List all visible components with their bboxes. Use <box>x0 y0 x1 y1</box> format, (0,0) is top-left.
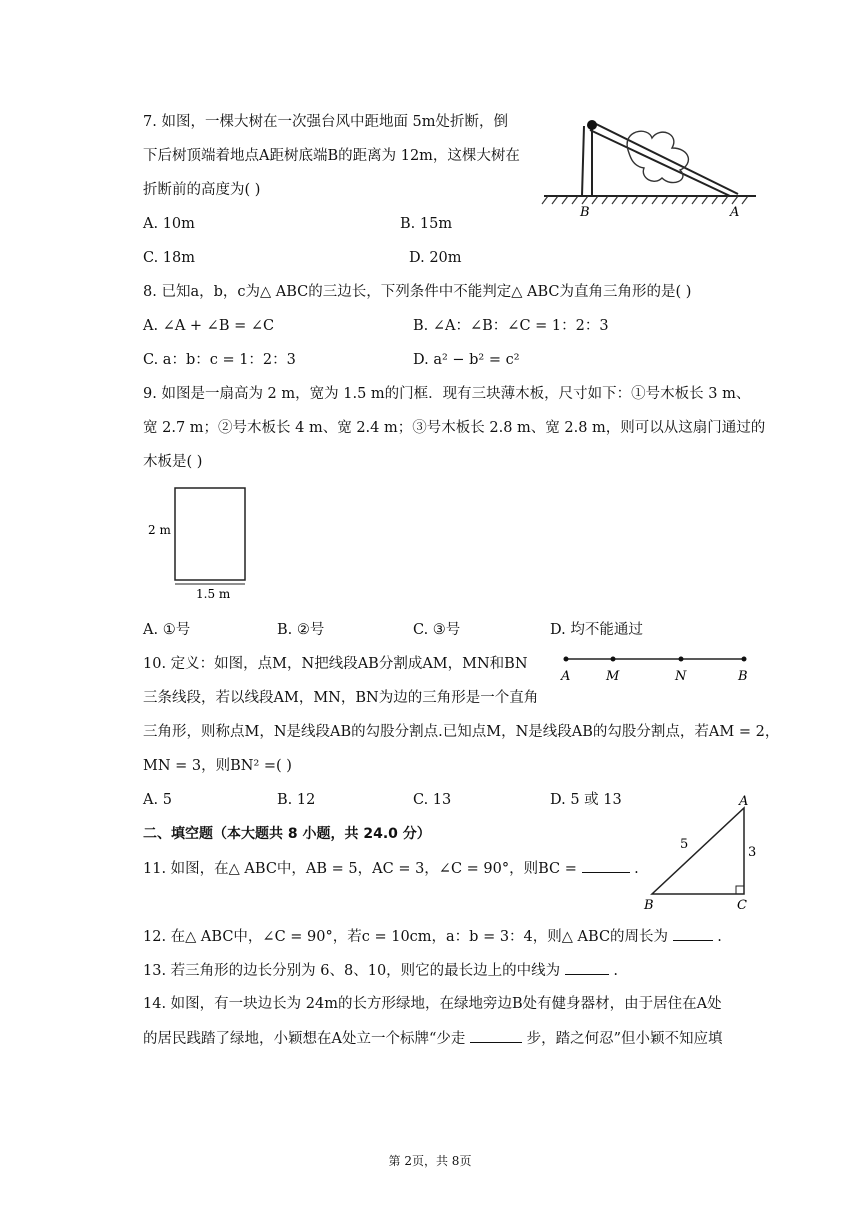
q10-point-a: A <box>561 669 571 684</box>
q9-option-c: C. ③号 <box>413 622 461 638</box>
page-footer: 第 2页，共 8页 <box>388 1154 472 1168</box>
q10-option-c: C. 13 <box>413 792 452 808</box>
q10-line-4: MN = 3，则BN² =( ) <box>143 758 292 774</box>
q7-line-1: 7. 如图，一棵大树在一次强台风中距地面 5m处折断，倒 <box>143 114 509 130</box>
q13-line <box>143 960 618 981</box>
q10-point-m: M <box>606 669 620 684</box>
q9-line-3: 木板是( ) <box>143 454 203 470</box>
q11-side-ab: 5 <box>680 837 689 852</box>
q7-option-d: D. 20m <box>409 250 462 266</box>
q10-option-d: D. 5 或 13 <box>550 792 622 808</box>
q10-line-2: 三条线段，若以线段AM，MN，BN为边的三角形是一个直角 <box>143 690 539 706</box>
q13-answer-blank[interactable] <box>565 960 609 975</box>
q13-end: . <box>613 963 619 979</box>
q8-option-c: C. a：b：c = 1：2：3 <box>143 352 296 368</box>
q9-width-label: 1.5 m <box>196 587 231 601</box>
q7-label-b: B <box>580 205 590 220</box>
q10-option-b: B. 12 <box>277 792 316 808</box>
q11-end: . <box>634 861 639 877</box>
q9-line-2: 宽 2.7 m；②号木板长 4 m、宽 2.4 m；③号木板长 2.8 m、宽 2.8 m，则可以从这扇门通过的 <box>143 420 766 436</box>
q12-text: 12. 在△ ABC中，∠C = 90°，若c = 10cm，a：b = 3：4，则△ ABC的周长为 <box>143 929 669 945</box>
q7-line-3: 折断前的高度为( ) <box>143 182 261 198</box>
q11-answer-blank[interactable] <box>582 858 630 873</box>
q11-right-triangle-figure <box>640 794 760 913</box>
q9-option-d: D. 均不能通过 <box>550 622 643 638</box>
q8-option-b: B. ∠A：∠B：∠C = 1：2：3 <box>413 318 609 334</box>
q10-line-1: 10. 定义：如图，点M，N把线段AB分割成AM，MN和BN <box>143 656 528 672</box>
q10-option-a: A. 5 <box>143 792 172 808</box>
q11-line <box>143 858 639 879</box>
q12-end: . <box>717 929 722 945</box>
q7-label-a: A <box>730 205 740 220</box>
q12-answer-blank[interactable] <box>673 926 713 941</box>
q7-option-a: A. 10m <box>143 216 195 232</box>
q9-line-1: 9. 如图是一扇高为 2 m，宽为 1.5 m的门框．现有三块薄木板，尺寸如下：①号木板长 3 m、 <box>143 386 751 402</box>
q8-option-d: D. a² − b² = c² <box>413 352 520 368</box>
q7-option-c: C. 18m <box>143 250 195 266</box>
q9-option-a: A. ①号 <box>143 622 191 638</box>
q9-height-label: 2 m <box>148 523 171 537</box>
q7-line-2: 下后树顶端着地点A距树底端B的距离为 12m，这棵大树在 <box>143 148 520 164</box>
q14-answer-blank[interactable] <box>470 1028 522 1043</box>
q11-vertex-c: C <box>737 898 747 913</box>
q14-line-1: 14. 如图，有一块边长为 24m的长方形绿地，在绿地旁边B处有健身器材，由于居住在A处 <box>143 996 722 1012</box>
q8-line-1: 8. 已知a，b，c为△ ABC的三边长，下列条件中不能判定△ ABC为直角三角形的是( ) <box>143 284 692 300</box>
q14-text-b: 步，踏之何忍”但小颖不知应填 <box>526 1031 723 1047</box>
section-2-heading: 二、填空题（本大题共 8 小题，共 24.0 分） <box>143 826 431 842</box>
q10-point-n: N <box>675 669 687 684</box>
q14-line-2 <box>143 1028 723 1049</box>
q9-option-b: B. ②号 <box>277 622 325 638</box>
q11-vertex-b: B <box>644 898 654 913</box>
q9-door-frame-figure <box>140 484 260 604</box>
q13-text: 13. 若三角形的边长分别为 6、8、10，则它的最长边上的中线为 <box>143 963 561 979</box>
q11-vertex-a: A <box>739 794 749 809</box>
q11-side-ac: 3 <box>748 845 757 860</box>
q10-segment-figure <box>558 650 758 686</box>
q10-line-3: 三角形，则称点M，N是线段AB的勾股分割点.已知点M，N是线段AB的勾股分割点，若AM = 2， <box>143 724 780 740</box>
q11-text: 11. 如图，在△ ABC中，AB = 5，AC = 3，∠C = 90°，则BC = <box>143 861 577 877</box>
q7-option-b: B. 15m <box>400 216 453 232</box>
q10-point-b: B <box>738 669 748 684</box>
q7-broken-tree-figure <box>540 108 760 228</box>
q14-text-a: 的居民践踏了绿地，小颖想在A处立一个标牌“少走 <box>143 1031 466 1047</box>
q12-line <box>143 926 722 947</box>
q8-option-a: A. ∠A + ∠B = ∠C <box>143 318 275 334</box>
